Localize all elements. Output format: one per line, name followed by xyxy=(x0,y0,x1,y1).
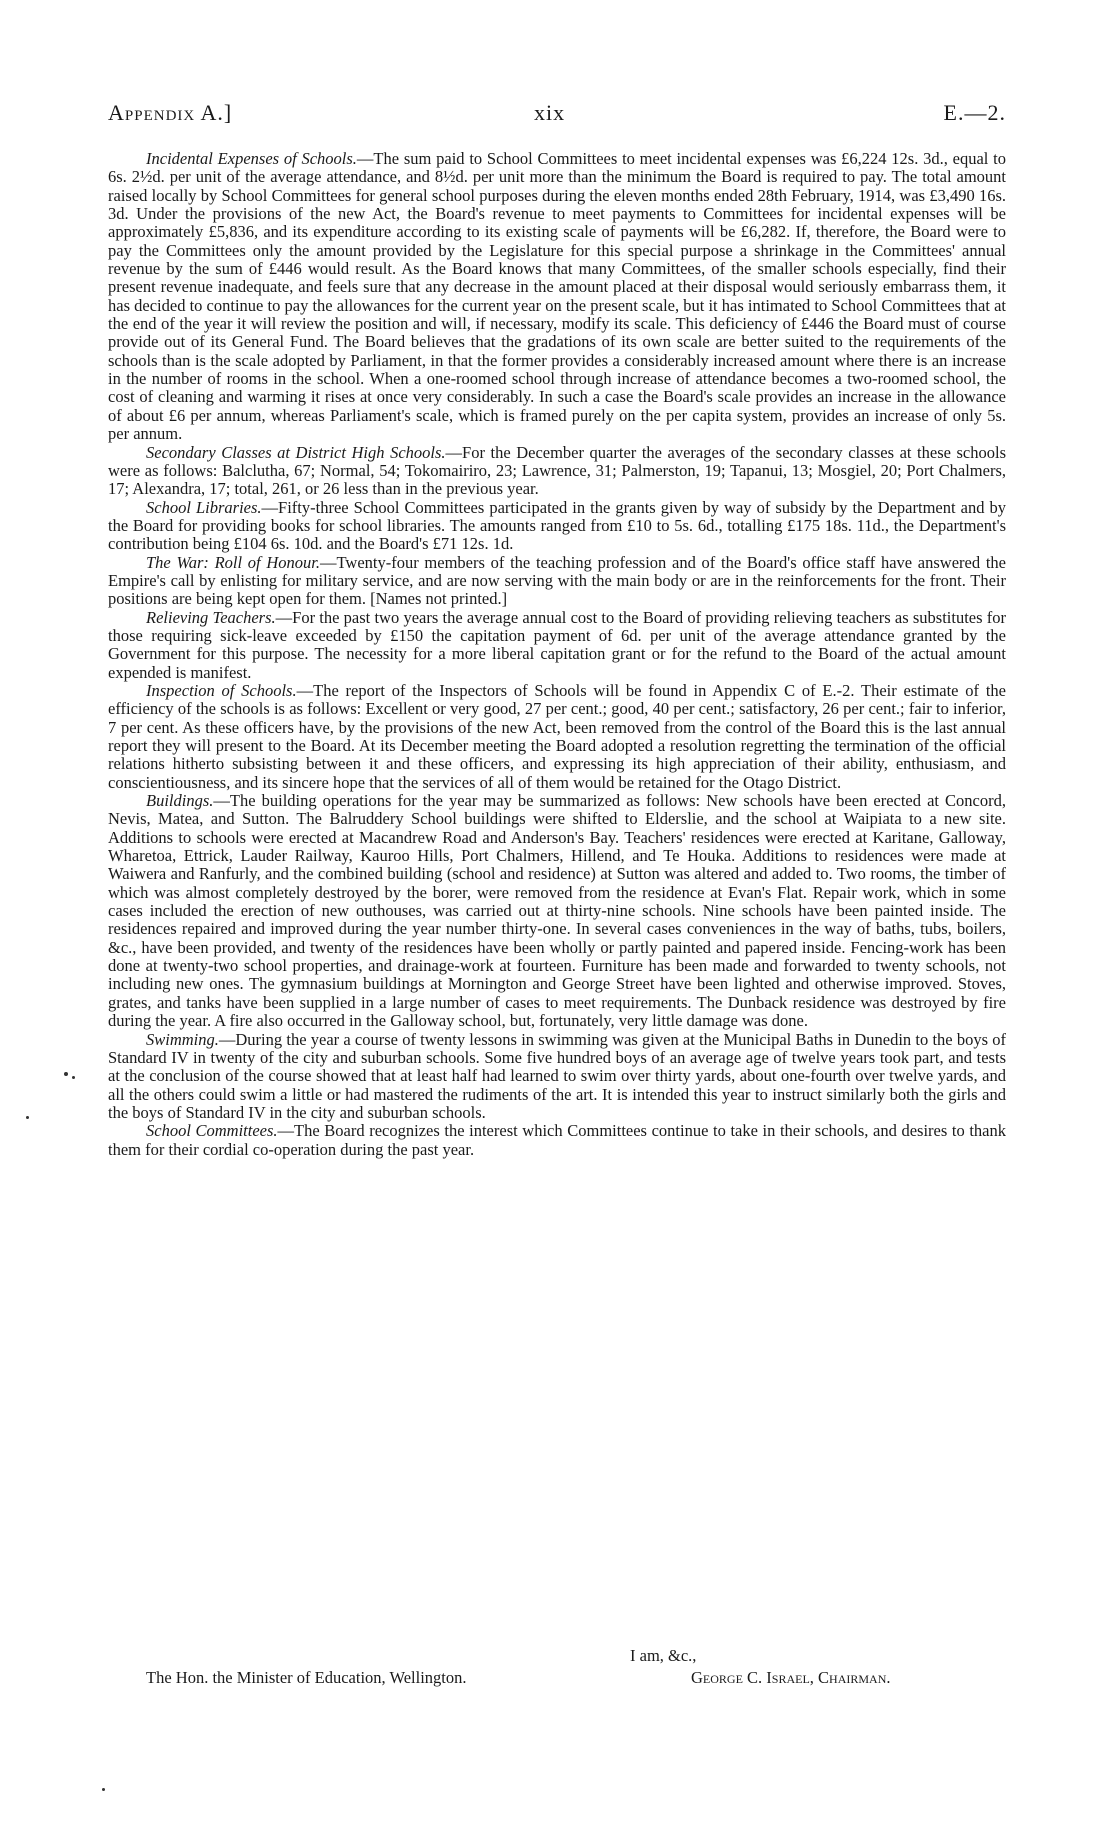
report-body xyxy=(108,150,1006,1159)
paragraph-buildings xyxy=(108,792,1006,1030)
section-heading: Incidental Expenses of Schools. xyxy=(146,149,357,168)
section-heading: Swimming. xyxy=(146,1029,219,1049)
ink-speck xyxy=(64,1072,68,1076)
paragraph-roll-of-honour xyxy=(108,554,1006,609)
section-text: —The building operations for the year may be summarized as follows: New schools have been erected at Concord, Nevis, Matea, and Sutton. The Balruddery School buildings were shifted to Elderslie, and the school at Waipiata to a new site. Additions to schools were erected at Macandrew Road and Anderson's Bay. Teachers' residences were erected at Karitane, Galloway, Wharetoa, Ettrick, Lauder Railway, Kauroo Hills, Port Chalmers, Hillend, and Te Houka. Additions to residences were made at Waiwera and Ranfurly, and the combined building (school and residence) at Sutton was altered and added to. Two rooms, the timber of which was almost completely destroyed by the borer, were removed from the residence at Evan's Flat. Repair work, which in some cases included the erection of new outhouses, was carried out at thirty-nine schools. Nine schools have been painted inside. The residences repaired and improved during the year number thirty-one. In several cases conveniences in the way of baths, tubs, boilers, &c., have been provided, and twenty of the residences have been wholly or partly painted and papered inside. Fencing-work has been done at twenty-two school properties, and drainage-work at fourteen. Furniture has been made and forwarded to twenty schools, not including new ones. The gymnasium buildings at Mornington and George Street have been lighted and otherwise improved. Stoves, grates, and tanks have been supplied in a large number of cases to meet requirements. The Dunback residence was destroyed by fire during the year. A fire also occurred in the Galloway school, but, fortunately, very little damage was done. xyxy=(108,791,1006,1031)
section-text: —For the December quarter the averages of the secondary classes at these schools were as follows: Balclutha, 67; Normal, 54; Tokomairiro, 23; Lawrence, 31; Palmerston, 19; Tapanui, 13; Mosgiel, 20; Port Chalmers, 17; Alexandra, 17; total, 261, or 26 less than in the previous year. xyxy=(108,442,1006,499)
addressee: The Hon. the Minister of Education, Wellington. xyxy=(146,1668,467,1687)
paragraph-secondary-classes xyxy=(108,444,1006,499)
section-text: —The Board recognizes the interest which Committees continue to take in their schools, and desires to thank them for their cordial co-operation during the past year. xyxy=(108,1121,1006,1159)
ink-speck xyxy=(72,1076,75,1079)
section-text: —Twenty-four members of the teaching profession and of the Board's office staff have answered the Empire's call by enlisting for military service, and are now serving with the main body or are in the reinforcements for the front. Their positions are being kept open for them. [Names not printed.] xyxy=(108,552,1006,609)
paragraph-incidental-expenses xyxy=(108,150,1006,444)
section-heading: Relieving Teachers. xyxy=(146,607,276,627)
page-number: xix xyxy=(534,100,566,125)
section-heading: School Libraries. xyxy=(146,497,262,517)
appendix-label: Appendix A.] xyxy=(108,100,233,125)
signatory: George C. Israel, Chairman. xyxy=(691,1668,891,1687)
paragraph-inspection xyxy=(108,682,1006,792)
ink-speck xyxy=(102,1788,105,1791)
paragraph-relieving-teachers xyxy=(108,609,1006,682)
paragraph-swimming xyxy=(108,1031,1006,1123)
ink-speck xyxy=(26,1116,29,1119)
section-heading: Secondary Classes at District High Schools. xyxy=(146,442,446,462)
closing-salutation: I am, &c., xyxy=(630,1646,697,1665)
section-text: —During the year a course of twenty lessons in swimming was given at the Municipal Baths in Dunedin to the boys of Standard IV in twenty of the city and suburban schools. Some five hundred boys of an average age of twelve years took part, and tests at the conclusion of the course showed that at least half had learned to swim over thirty yards, about one-fourth over twelve yards, and all the others could swim a little or had mastered the rudiments of the art. It is intended this year to instruct similarly both the girls and the boys of Standard IV in the city and suburban schools. xyxy=(108,1029,1006,1122)
section-heading: The War: Roll of Honour. xyxy=(146,552,320,572)
page-header xyxy=(108,100,1006,130)
section-text: —The sum paid to School Committees to meet incidental expenses was £6,224 12s. 3d., equal to 6s. 2½d. per unit of the average attendance, and 8½d. per unit more than the minimum the Board is required to pay. The total amount raised locally by School Committees for general school purposes during the eleven months ended 28th February, 1914, was £3,490 16s. 3d. Under the provisions of the new Act, the Board's revenue to meet payments to Committees for incidental expenses will be approximately £5,836, and its expenditure according to its existing scale of payments will be £6,282. If, therefore, the Board were to pay the Committees only the amount provided by the Legislature for this special purpose a shrinkage in the Committees' annual revenue by the sum of £446 would result. As the Board knows that many Committees, of the smaller schools especially, find their present revenue inadequate, and feels sure that any decrease in the amount placed at their disposal would seriously embarrass them, it has decided to continue to pay the allowances for the current year on the present scale, but it has intimated to School Committees that at the end of the year it will review the position and will, if necessary, modify its scale. This deficiency of £446 the Board must of course provide out of its General Fund. The Board believes that the gradations of its own scale are better suited to the requirements of the schools than is the scale adopted by Parliament, in that the former provides a considerably increased amount where there is an increase in the number of rooms in the school. When a one-roomed school through increase of attendance becomes a two-roomed school, the cost of cleaning and warming it rises at once very considerably. In such a case the Board's scale provides an increase in the allowance of about £6 per annum, whereas Parliament's scale, which is framed purely on the per capita system, provides an increase of only 5s. per annum. xyxy=(108,149,1006,444)
section-text: —For the past two years the average annual cost to the Board of providing relieving teachers as substitutes for those requiring sick-leave exceeded by £150 the capitation payment of 6d. per unit of the average attendance granted by the Government for this purpose. The necessity for a more liberal capitation grant or for the refund to the Board of the actual amount expended is manifest. xyxy=(108,607,1007,682)
section-text: —The report of the Inspectors of Schools will be found in Appendix C of E.-2. Their estimate of the efficiency of the schools is as follows: Excellent or very good, 27 per cent.; good, 40 per cent.; satisfactory, 26 per cent.; fair to inferior, 7 per cent. As these officers have, by the provisions of the new Act, been removed from the control of the Board this is the last annual report they will present to the Board. At its December meeting the Board adopted a resolution regretting the termination of the official relations hitherto subsisting between it and these officers, and expressing its high appreciation of their ability, enthusiasm, and conscientiousness, and its sincere hope that the services of all of them would be retained for the Otago District. xyxy=(108,680,1006,792)
section-text: —Fifty-three School Committees participated in the grants given by way of subsidy by the Department and by the Board for providing books for school libraries. The amounts ranged from £10 to 5s. 6d., totalling £175 18s. 11d., the Department's contribution being £104 6s. 10d. and the Board's £71 12s. 1d. xyxy=(108,497,1006,554)
section-heading: Inspection of Schools. xyxy=(146,680,297,700)
section-heading: School Committees. xyxy=(146,1121,278,1141)
section-heading: Buildings. xyxy=(146,791,214,811)
paragraph-school-libraries xyxy=(108,499,1006,554)
paragraph-school-committees xyxy=(108,1122,1006,1159)
document-reference: E.—2. xyxy=(943,100,1006,125)
